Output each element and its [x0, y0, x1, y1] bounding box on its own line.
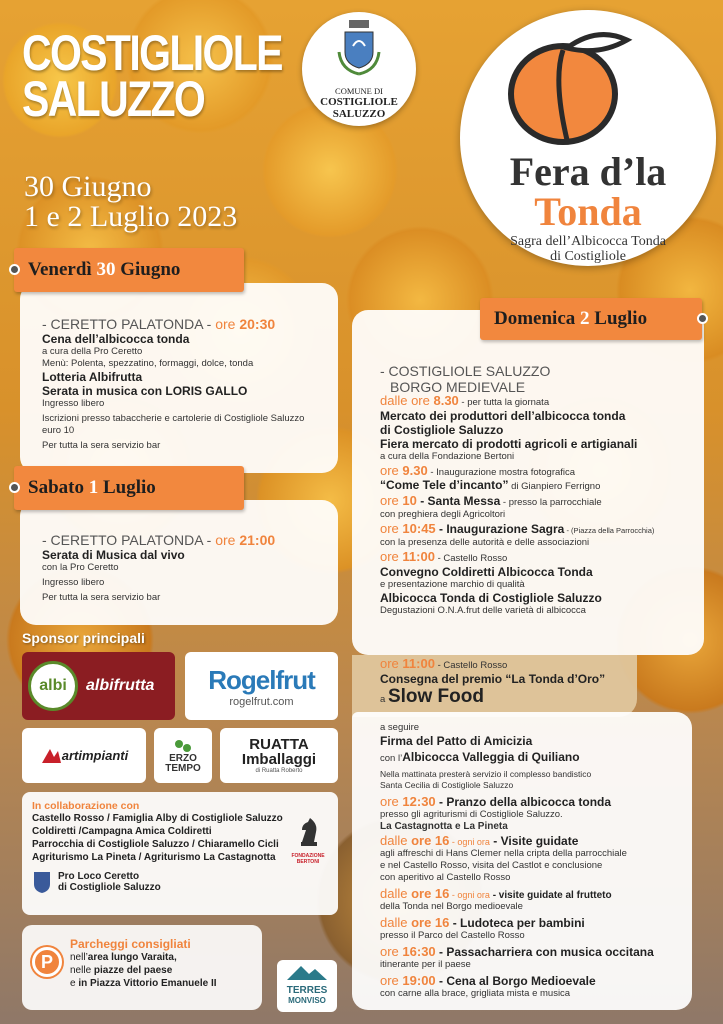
slow-ore: ore [380, 656, 403, 671]
proloco-icon [32, 870, 52, 894]
albi-badge [28, 661, 78, 711]
e-note: - Inaugurazione mostra fotografica [427, 467, 576, 478]
dom-e1d: Mercato dei produttori dell’albicocca tonda [380, 409, 626, 423]
terzo-text-2: TEMPO [165, 762, 201, 774]
albifrutta-logo [22, 652, 175, 720]
dom-e1g: a cura della Fondazione Bertoni [380, 451, 515, 462]
pom-p4: Santa Cecilia di Costigliole Saluzzo [380, 780, 514, 790]
pom-v1 [380, 973, 692, 988]
s-bold: - visite guidate al frutteto [489, 890, 612, 901]
u-bold: - Passacharriera con musica occitana [435, 945, 654, 959]
pom-v2: con carne alla brace, grigliata mista e musica [380, 988, 571, 999]
coat-of-arms-icon [335, 18, 383, 90]
venerdi-l7: Iscrizioni presso tabaccherie e cartolerie di Costigliole Saluzzo [42, 413, 305, 424]
comune-text [302, 86, 416, 120]
pom-p1: Firma del Patto di Amicizia [380, 734, 533, 748]
s-time: ore 16 [411, 886, 450, 901]
venerdi-l9: Per tutta la sera servizio bar [42, 440, 161, 451]
parking-l2 [70, 964, 252, 977]
sabato-l2: con la Pro Ceretto [42, 562, 119, 573]
proloco-line-2: di Costigliole Saluzzo [58, 882, 161, 893]
place-text: - CERETTO PALATONDA - [42, 532, 216, 548]
dom-e5g: Degustazioni O.N.A.frut delle varietà di albicocca [380, 605, 586, 616]
collab-c4: Agriturismo La Pineta / Agriturismo La Castagnotta [32, 852, 276, 863]
pom-u2: itinerante per il paese [380, 959, 471, 970]
slow-line-2: Consegna del premio “La Tonda d’Oro” [380, 672, 606, 686]
comune-line-1: COMUNE DI [335, 86, 383, 96]
e-time: 11:00 [402, 549, 435, 564]
s-dalle: dalle [380, 886, 412, 901]
dom-e5d: Convegno Coldiretti Albicocca Tonda [380, 565, 593, 579]
slow-line-1 [380, 658, 609, 672]
terzo-tempo-logo [154, 728, 212, 783]
tag-num: 1 [88, 477, 99, 498]
collab-c1: Castello Rosso / Famiglia Alby di Costigliole Saluzzo [32, 813, 283, 824]
rogelfrut-text: Rogelfrut [208, 664, 315, 695]
bertoni-text: FONDAZIONE BERTONI [291, 853, 325, 865]
e-ore: ore [380, 549, 403, 564]
venerdi-l4: Lotteria Albifrutta [42, 370, 143, 384]
dom-e4e: con la presenza delle autorità e delle associazioni [380, 537, 590, 548]
venerdi-l1: Cena dell’albicocca tonda [42, 332, 190, 346]
u-time: 16:30 [402, 944, 436, 959]
parking-l3 [70, 977, 252, 990]
venerdi-content [42, 316, 332, 452]
time-text: 20:30 [239, 316, 276, 332]
pom-t2: presso il Parco del Castello Rosso [380, 930, 525, 941]
tag-month: Luglio [102, 477, 156, 498]
pom-u1 [380, 944, 692, 959]
sabato-place [42, 532, 332, 548]
e-ore: ore [380, 463, 403, 478]
v-ore: ore [380, 973, 403, 988]
dom-e3 [380, 495, 700, 509]
main-title [22, 25, 282, 127]
terres-monviso-logo [277, 960, 337, 1012]
parking-box [22, 925, 262, 1010]
title-line-2: SALUZZO [22, 71, 205, 127]
ruatta-text-3: di Ruatta Roberto [255, 768, 303, 774]
e-time: 10 [402, 493, 417, 508]
e-ore: dalle ore [380, 393, 434, 408]
pom-s2: della Tonda nel Borgo medioevale [380, 901, 523, 912]
event-dates [24, 172, 237, 232]
e-time: 9.30 [402, 463, 428, 478]
pom-q2: presso gli agriturismi di Costigliole Saluzzo. [380, 809, 563, 820]
tag-day: Sabato [28, 477, 84, 498]
proloco-row [32, 870, 328, 894]
slow-a: a [380, 694, 388, 705]
domenica-tag [480, 298, 702, 340]
terres-l1: TERRES [286, 985, 328, 996]
dom-e5 [380, 551, 700, 565]
domenica-content [380, 364, 700, 617]
dom-e1 [380, 395, 700, 409]
date-line-2: 1 e 2 Luglio 2023 [24, 200, 238, 233]
u-ore: ore [380, 944, 403, 959]
e-note: di Gianpiero Ferrigno [508, 481, 601, 492]
sabato-dot [9, 482, 20, 493]
pk-a: e [70, 978, 79, 989]
comune-line-3: SALUZZO [332, 108, 386, 120]
venerdi-l2: a cura della Pro Ceretto [42, 346, 143, 357]
parking-p: P [40, 951, 53, 972]
comune-badge [302, 12, 416, 126]
ruatta-text-1: RUATTA [249, 736, 309, 753]
ruatta-text-2: Imballaggi [241, 751, 317, 768]
t-dalle: dalle [380, 915, 412, 930]
tag-day: Venerdì [28, 259, 92, 280]
pom-p3: Nella mattinata presterà servizio il complesso bandistico [380, 769, 592, 779]
r-dalle: dalle [380, 833, 412, 848]
venerdi-place [42, 316, 332, 332]
p2-con: con l’ [380, 753, 403, 764]
e-ore: ore [380, 493, 403, 508]
rogelfrut-web: rogelfrut.com [229, 695, 294, 708]
slow-place: - Castello Rosso [434, 660, 508, 671]
date-line-1: 30 Giugno [24, 170, 152, 203]
e-bold: “Come Tele d’incanto” [380, 478, 509, 492]
pk-b: area lungo Varaita, [87, 952, 177, 963]
terzo-icon [173, 738, 193, 754]
e-note: - Castello Rosso [434, 553, 508, 564]
terzo-text-1: ERZO [169, 752, 197, 764]
e-ore: ore [380, 521, 403, 536]
sabato-tag [14, 466, 244, 510]
pom-p0: a seguire [380, 722, 420, 733]
tag-num: 2 [580, 308, 590, 329]
sabato-l4: Per tutta la sera servizio bar [42, 592, 161, 603]
proloco-line-1: Pro Loco Ceretto [58, 871, 140, 882]
sabato-l3: Ingresso libero [42, 577, 105, 588]
pom-q3: La Castagnotta e La Pineta [380, 821, 508, 832]
pom-p2 [380, 748, 692, 766]
tag-month: Luglio [594, 308, 648, 329]
bertoni-logo [290, 814, 326, 865]
pomeriggio-content [380, 722, 692, 1000]
logo-sub-1: Sagra dell’Albicocca Tonda [510, 234, 666, 249]
logo-text [460, 149, 716, 264]
e-note: - (Piazza della Parrocchia) [564, 526, 655, 535]
sabato-l1: Serata di Musica dal vivo [42, 548, 185, 562]
dom-e3e: con preghiera degli Agricoltori [380, 509, 506, 520]
pom-r1 [380, 833, 692, 848]
venerdi-l8: euro 10 [42, 425, 75, 436]
venerdi-l3: Menù: Polenta, spezzatino, formaggi, dolce, tonda [42, 358, 254, 369]
ore-text: ore [215, 316, 240, 332]
parking-l1 [70, 951, 252, 964]
dom-e2d [380, 479, 700, 493]
e-bold: - Inaugurazione Sagra [435, 522, 565, 536]
artimpianti-logo [22, 728, 146, 783]
slow-time: 11:00 [402, 656, 435, 671]
collab-c2: Coldiretti /Campagna Amica Coldiretti [32, 826, 212, 837]
tag-day: Domenica [494, 308, 576, 329]
pk-a: nelle [70, 965, 94, 976]
e-bold: - Santa Messa [416, 494, 501, 508]
r-time: ore 16 [411, 833, 450, 848]
venerdi-l5: Serata in musica con LORIS GALLO [42, 384, 248, 398]
parking-icon [32, 947, 62, 977]
q-time: 12:30 [402, 794, 436, 809]
pk-b: piazze del paese [93, 965, 173, 976]
sponsor-title: Sponsor principali [22, 630, 145, 646]
s-ogni: - ogni ora [449, 890, 490, 900]
q-bold: - Pranzo della albicocca tonda [435, 795, 612, 809]
artimpianti-icon [40, 747, 62, 765]
dom-e1f: Fiera mercato di prodotti agricoli e artigianali [380, 437, 638, 451]
pom-r2: agli affreschi di Hans Clemer nella cripta della parrocchiale [380, 848, 627, 859]
time-text: 21:00 [239, 532, 276, 548]
pom-s1 [380, 886, 692, 901]
festival-logo [460, 10, 716, 266]
tag-month: Giugno [120, 259, 181, 280]
place-text: - CERETTO PALATONDA - [42, 316, 216, 332]
sabato-content [42, 532, 332, 604]
r-ogni: - ogni ora [449, 837, 490, 847]
ore-text: ore [215, 532, 240, 548]
title-line-1: COSTIGLIOLE [22, 25, 282, 81]
logo-sub-2: di Costigliole [550, 249, 626, 264]
dom-e5e: e presentazione marchio di qualità [380, 579, 525, 590]
mountain-icon [285, 964, 329, 980]
parking-title: Parcheggi consigliati [70, 937, 191, 951]
r-bold: - Visite guidate [489, 834, 579, 848]
dom-loc1: - COSTIGLIOLE SALUZZO [380, 363, 551, 379]
slow-food-text: Slow Food [387, 686, 484, 707]
e-note: - per tutta la giornata [458, 397, 550, 408]
dom-e1e: di Costigliole Saluzzo [380, 423, 504, 437]
pk-b: in Piazza Vittorio Emanuele II [78, 978, 217, 989]
tag-num: 30 [96, 259, 116, 280]
collab-c3: Parrocchia di Costigliole Saluzzo / Chiaramello Cicli [32, 839, 279, 850]
venerdi-tag [14, 248, 244, 292]
v-bold: - Cena al Borgo Medioevale [435, 974, 596, 988]
apricot-icon [505, 30, 635, 150]
pom-r3: e nel Castello Rosso, visita del Castlot e conclusione [380, 860, 603, 871]
collab-box [22, 792, 338, 915]
t-bold: - Ludoteca per bambini [449, 916, 585, 930]
q-ore: ore [380, 794, 403, 809]
v-time: 19:00 [402, 973, 436, 988]
ruatta-logo [220, 728, 338, 783]
e-time: 10:45 [402, 521, 436, 536]
slow-food-box [352, 655, 637, 717]
t-time: ore 16 [411, 915, 450, 930]
pom-r4: con aperitivo al Castello Rosso [380, 872, 511, 883]
albi-text: albi [39, 677, 67, 694]
venerdi-dot [9, 264, 20, 275]
domenica-dot [697, 313, 708, 324]
dom-e4 [380, 523, 700, 537]
dom-loc2: BORGO MEDIEVALE [390, 379, 526, 395]
proloco-text [58, 871, 161, 893]
pk-a: nell’ [70, 952, 88, 963]
rogelfrut-logo [185, 652, 338, 720]
slow-line-3 [380, 686, 609, 708]
terres-l2: MONVISO [288, 996, 326, 1005]
e-note: - presso la parrocchiale [500, 497, 602, 508]
p2-bold: Albicocca Valleggia di Quiliano [402, 750, 580, 764]
logo-title-1: Fera d’la [509, 149, 667, 194]
dom-e2 [380, 465, 700, 479]
collab-title: In collaborazione con [32, 800, 140, 812]
artimpianti-text: artimpianti [61, 748, 129, 763]
comune-line-2: COSTIGLIOLE [320, 96, 398, 108]
venerdi-l6: Ingresso libero [42, 398, 105, 409]
horse-icon [295, 814, 321, 848]
albifrutta-text: albifrutta [86, 677, 155, 694]
e-time: 8.30 [433, 393, 459, 408]
pom-q1 [380, 794, 692, 809]
pom-t1 [380, 915, 692, 930]
logo-title-2: Tonda [534, 189, 642, 234]
dom-e5f: Albicocca Tonda di Costigliole Saluzzo [380, 591, 602, 605]
